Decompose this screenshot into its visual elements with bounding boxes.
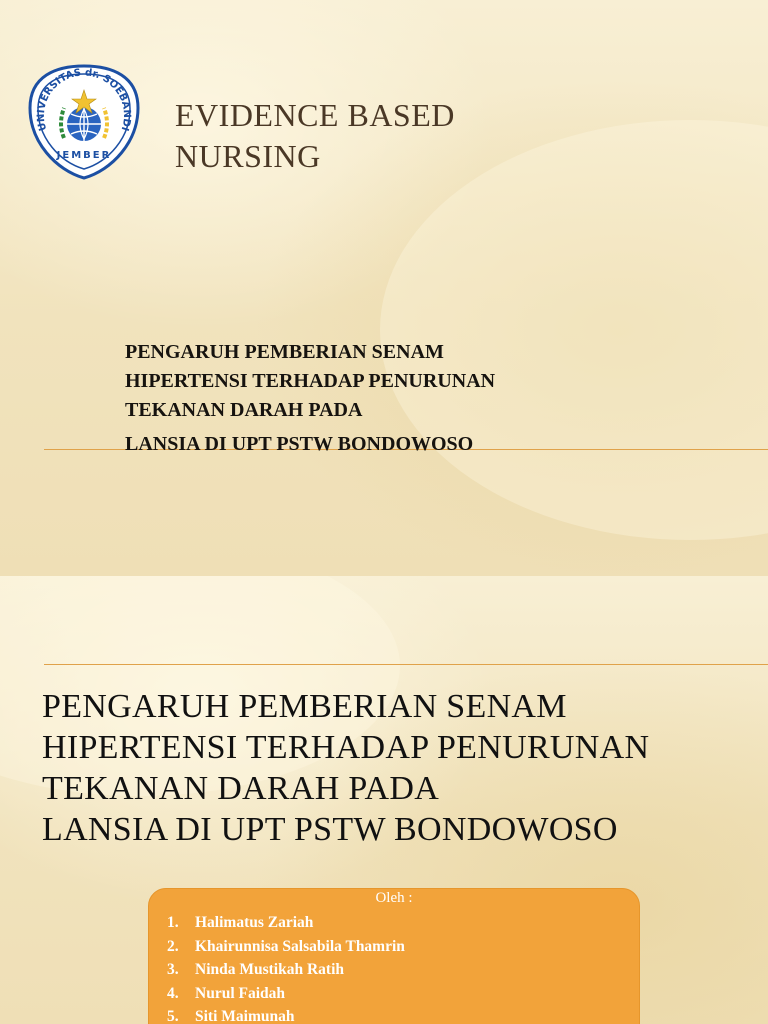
author-name: Ninda Mustikah Ratih — [195, 961, 345, 978]
title-line: LANSIA DI UPT PSTW BONDOWOSO — [42, 811, 618, 848]
author-name: Halimatus Zariah — [195, 914, 314, 931]
author-name: Khairunnisa Salsabila Thamrin — [195, 937, 405, 955]
authors-heading: Oleh : — [375, 890, 413, 906]
svg-text:UNIVERSITAS dr. SOEBANDI: UNIVERSITAS dr. SOEBANDI — [35, 67, 133, 133]
author-list — [167, 911, 639, 1024]
subtitle-line: HIPERTENSI TERHADAP PENURUNAN — [125, 370, 496, 392]
list-item: 2. Khairunnisa Salsabila Thamrin — [167, 937, 405, 955]
title-line: PENGARUH PEMBERIAN SENAM — [42, 688, 567, 725]
university-seal-icon — [24, 62, 144, 182]
background-swoosh — [380, 120, 768, 540]
divider-line — [44, 664, 768, 665]
subtitle-line: TEKANAN DARAH PADA — [125, 399, 363, 421]
list-item: 1. Halimatus Zariah — [167, 914, 314, 931]
slide-1-title — [175, 95, 535, 177]
title-line: TEKANAN DARAH PADA — [42, 770, 440, 807]
author-name: Siti Maimunah — [195, 1008, 295, 1024]
slide-1-subtitle — [125, 338, 645, 459]
list-item: 5. Siti Maimunah — [167, 1008, 295, 1024]
title-line: HIPERTENSI TERHADAP PENURUNAN — [42, 729, 650, 766]
slide-2-title — [42, 686, 742, 850]
author-name: Nurul Faidah — [195, 984, 286, 1002]
authors-box — [148, 888, 640, 1024]
svg-text:JEMBER: JEMBER — [56, 150, 112, 161]
list-item: 4. Nurul Faidah — [167, 984, 286, 1002]
subtitle-line: PENGARUH PEMBERIAN SENAM — [125, 341, 444, 363]
slide-2 — [0, 576, 768, 1024]
list-item: 3. Ninda Mustikah Ratih — [167, 961, 345, 978]
title-line: NURSING — [175, 138, 321, 174]
subtitle-line: LANSIA DI UPT PSTW BONDOWOSO — [125, 433, 474, 455]
title-line: EVIDENCE BASED — [175, 97, 455, 133]
